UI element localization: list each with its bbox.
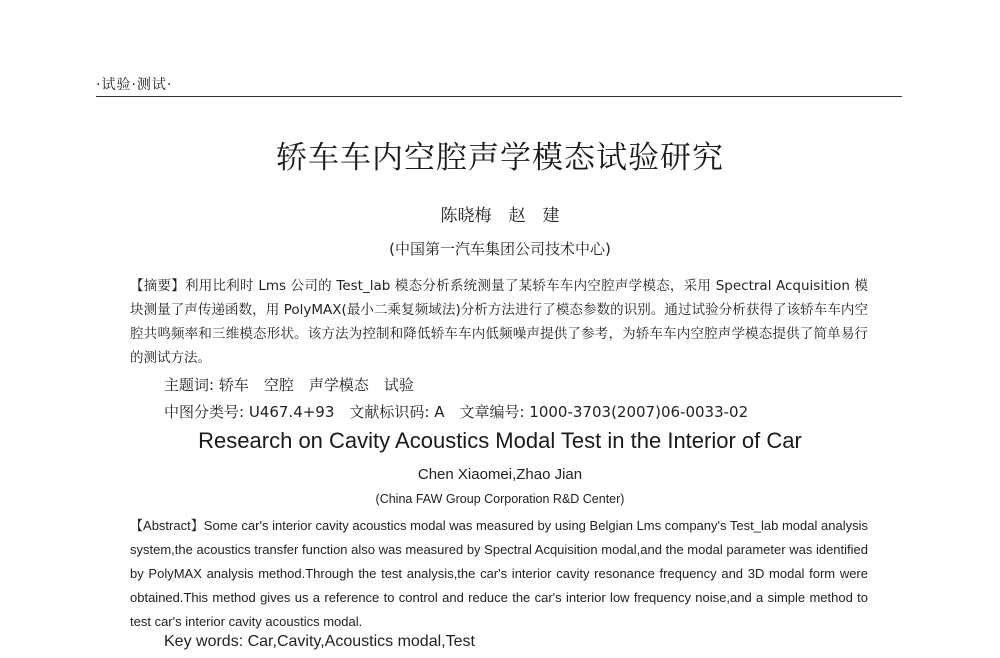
- article-title-cn: 轿车车内空腔声学模态试验研究: [276, 140, 724, 176]
- keywords-cn: [164, 374, 414, 395]
- header-rule: [96, 96, 902, 97]
- classification-cn: 中图分类号: U467.4+93 文献标识码: A 文章编号: 1000-3703(2007)06-0033-02: [164, 403, 749, 421]
- abstract-en-text: Some car's interior cavity acoustics modal was measured by using Belgian Lms company's Test_lab modal analysis system,the acoustics transfer function also was measured by Spectral Acquisition modal,and the modal parameter was identified by PolyMAX analysis method.Through the test analysis,the car's interior cavity resonance frequency and 3D modal form were obtained.This method gives us a reference to control and reduce the car's interior low frequency noise,and a simple method to test car's interior cavity acoustics modal.: [130, 518, 868, 629]
- abstract-cn-label: 【摘要】: [130, 278, 186, 294]
- affiliation-en: (China FAW Group Corporation R&D Center): [375, 492, 625, 506]
- keywords-en-label: Key words:: [164, 633, 244, 650]
- keywords-en: [164, 633, 475, 651]
- article-title-en: Research on Cavity Acoustics Modal Test in the Interior of Car: [198, 428, 802, 453]
- section-tag: ·试验·测试·: [96, 77, 173, 93]
- abstract-cn: [130, 274, 868, 370]
- abstract-en-label: 【Abstract】: [130, 518, 204, 533]
- keywords-cn-label: 主题词:: [164, 376, 215, 394]
- affiliation-cn: (中国第一汽车集团公司技术中心): [389, 240, 611, 258]
- keywords-cn-text: 轿车 空腔 声学模态 试验: [218, 376, 414, 394]
- abstract-en: [130, 514, 868, 634]
- authors-en: Chen Xiaomei,Zhao Jian: [417, 466, 583, 483]
- keywords-en-text: Car,Cavity,Acoustics modal,Test: [247, 633, 475, 650]
- authors-cn: 陈晓梅 赵 建: [440, 206, 560, 226]
- abstract-cn-text: 利用比利时 Lms 公司的 Test_lab 模态分析系统测量了某轿车车内空腔声学模态，采用 Spectral Acquisition 模块测量了声传递函数，用 PolyMAX(最小二乘复频域法)分析方法进行了模态参数的识别。通过试验分析获得了该轿车车内空腔共鸣频率和三维模态形状。该方法为控制和降低轿车车内低频噪声提供了参考，为轿车车内空腔声学模态提供了简单易行的测试方法。: [130, 278, 868, 366]
